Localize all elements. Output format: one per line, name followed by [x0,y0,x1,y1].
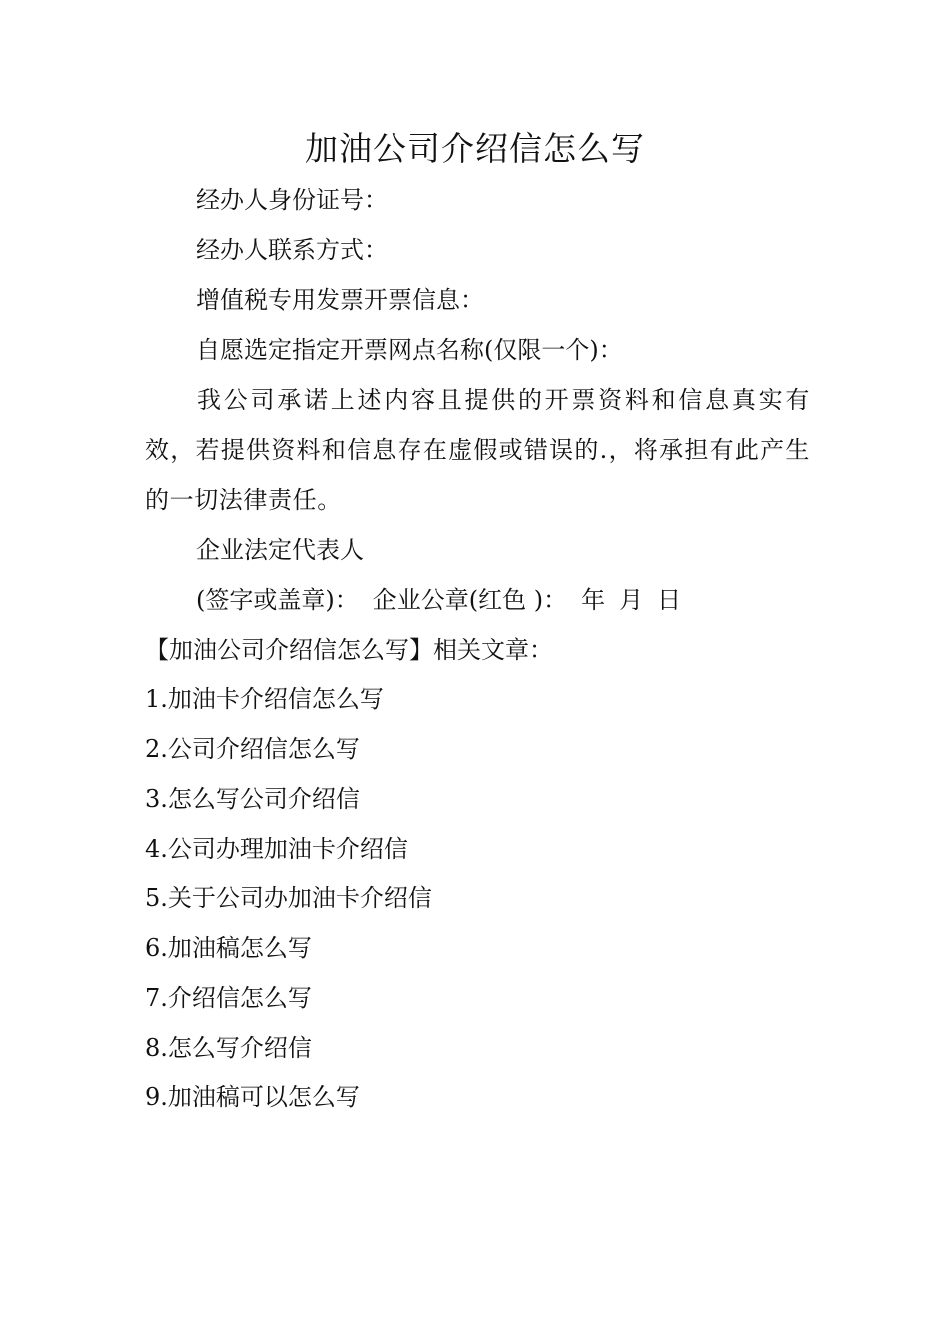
related-article-link[interactable]: 3.怎么写公司介绍信 [145,785,360,813]
commitment-paragraph: 我公司承诺上述内容且提供的开票资料和信息真实有效，若提供资料和信息存在虚假或错误的.，将承担有此产生的一切法律责任。 [145,386,810,514]
legal-representative-label: 企业法定代表人 [196,536,364,564]
related-article-link[interactable]: 9.加油稿可以怎么写 [145,1083,360,1111]
day-label: 日 [657,586,682,614]
field-contact: 经办人联系方式： [196,236,388,264]
month-label: 月 [619,586,644,614]
field-invoice-info: 增值税专用发票开票信息： [196,286,484,314]
field-invoice-outlet: 自愿选定指定开票网点名称(仅限一个)： [196,336,623,364]
signature-line [196,575,681,625]
field-id-number: 经办人身份证号： [196,186,388,214]
related-article-link[interactable]: 1.加油卡介绍信怎么写 [145,685,384,713]
related-article-link[interactable]: 6.加油稿怎么写 [145,934,312,962]
related-article-link[interactable]: 5.关于公司办加油卡介绍信 [145,884,432,912]
signature-label: (签字或盖章)： [196,586,359,614]
related-article-link[interactable]: 4.公司办理加油卡介绍信 [145,835,408,863]
related-article-link[interactable]: 2.公司介绍信怎么写 [145,735,360,763]
year-label: 年 [581,586,606,614]
seal-label: 企业公章(红色 )： [372,586,568,614]
document-title: 加油公司介绍信怎么写 [305,129,645,168]
related-heading: 【加油公司介绍信怎么写】相关文章： [145,636,553,664]
related-article-link[interactable]: 8.怎么写介绍信 [145,1034,312,1062]
related-article-link[interactable]: 7.介绍信怎么写 [145,984,312,1012]
